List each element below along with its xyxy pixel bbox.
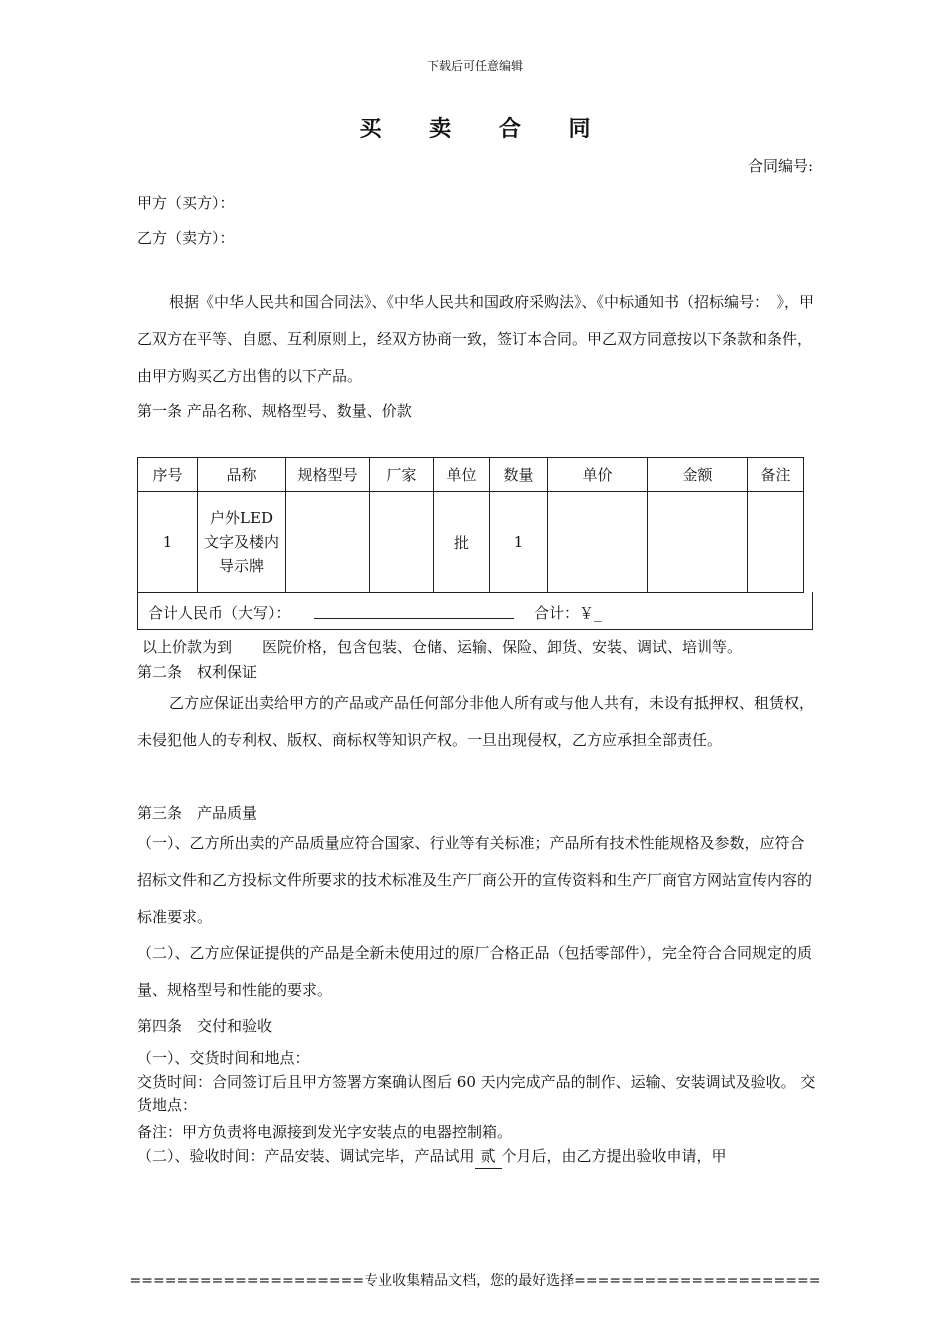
article-3-title: 第三条 产品质量 (137, 804, 258, 822)
article-2-body: 乙方应保证出卖给甲方的产品或产品任何部分非他人所有或与他人共有，未设有抵押权、租赁权，未侵犯他人的专利权、版权、商标权等知识产权。一旦出现侵权，乙方应承担全部责任。 (137, 694, 815, 749)
header-cell: 规格型号 (286, 458, 370, 492)
header-cell: 单位 (434, 458, 490, 492)
article-3-paragraph-1: （一）、乙方所出卖的产品质量应符合国家、行业等有关标准；产品所有技术性能规格及参数，应符合招标文件和乙方投标文件所要求的技术标准及生产厂商公开的宣传资料和生产厂商官方网站宣传内容的标准要求。 (137, 834, 813, 926)
total-amount-blank (314, 618, 514, 619)
total-rmb-label: 合计人民币（大写）： (148, 604, 291, 622)
contract-number-label: 合同编号: (747, 157, 813, 175)
acceptance-text-end: 个月后，由乙方提出验收申请，甲 (501, 1147, 727, 1165)
cell-price (548, 492, 648, 593)
header-cell: 金额 (648, 458, 748, 492)
party-a-label: 甲方（买方）： (137, 194, 235, 212)
article-4-title: 第四条 交付和验收 (137, 1017, 273, 1035)
header-note: 下载后可任意编辑 (426, 59, 523, 73)
header-cell: 厂家 (370, 458, 434, 492)
cell-note (748, 492, 804, 593)
article-4-paragraph-4 (137, 1144, 817, 1169)
article-4-paragraph-2: 交货时间：合同签订后且甲方签署方案确认图后 60 天内完成产品的制作、运输、安装调试及验收。 交货地点： (137, 1073, 816, 1114)
cell-no: 1 (138, 492, 198, 593)
cell-qty: 1 (490, 492, 548, 593)
article-4-paragraph-3: 备注：甲方负责将电源接到发光字安装点的电器控制箱。 (137, 1123, 513, 1141)
product-table (137, 457, 804, 593)
acceptance-text-start: （二）、验收时间：产品安装、调试完毕，产品试用 (137, 1147, 475, 1165)
cell-name: 户外LED文字及楼内导示牌 (198, 492, 286, 593)
cell-spec (286, 492, 370, 593)
party-b-label: 乙方（卖方）： (137, 229, 235, 247)
table-total-row (137, 592, 813, 630)
cell-unit: 批 (434, 492, 490, 593)
header-cell: 单价 (548, 458, 648, 492)
article-1-title: 第一条 产品名称、规格型号、数量、价款 (137, 402, 412, 420)
trial-months-value: 贰 (475, 1144, 502, 1169)
article-3-paragraph-2: （二）、乙方应保证提供的产品是全新未使用过的原厂合格正品（包括零部件），完全符合合同规定的质量、规格型号和性能的要求。 (137, 944, 813, 999)
table-header-row (138, 458, 804, 492)
total-sum-label: 合计：￥_ (534, 604, 602, 622)
table-row (138, 492, 804, 593)
header-cell: 品称 (198, 458, 286, 492)
preamble-paragraph: 根据《中华人民共和国合同法》、《中华人民共和国政府采购法》、《中标通知书（招标编号： 》，甲乙双方在平等、自愿、互利原则上，经双方协商一致，签订本合同。甲乙双方同意按以下条款和条件，由甲方购买乙方出售的以下产品。 (137, 293, 815, 385)
header-cell: 备注 (748, 458, 804, 492)
footer-banner: ====================专业收集精品文档，您的最好选择===================== (129, 1273, 821, 1289)
price-note: 以上价款为到 医院价格，包含包装、仓储、运输、保险、卸货、安装、调试、培训等。 (142, 638, 743, 656)
article-4-paragraph-1: （一）、交货时间和地点： (137, 1049, 310, 1067)
header-cell: 序号 (138, 458, 198, 492)
article-2-title: 第二条 权利保证 (137, 663, 258, 681)
cell-amount (648, 492, 748, 593)
cell-maker (370, 492, 434, 593)
header-cell: 数量 (490, 458, 548, 492)
document-title: 买 卖 合 同 (359, 116, 611, 142)
